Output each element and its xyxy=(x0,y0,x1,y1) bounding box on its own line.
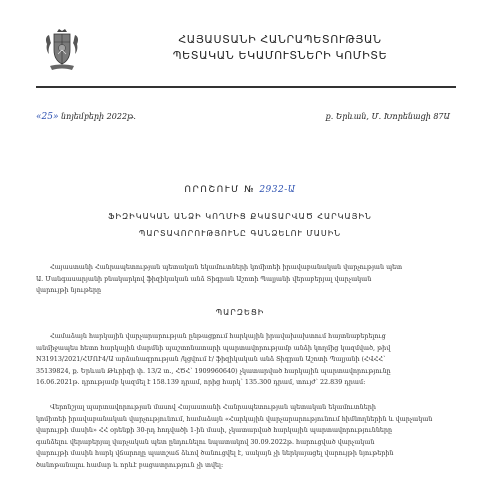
paragraph-line: 35139824, ք. Երևան Թևրիզի փ. 13/2 տ., ՀԾՀ՝ 1909960640) չկատարված հարկային պարտավորությունը xyxy=(36,366,391,375)
preamble-line: Հայաստանի Հանրապետության պետական եկամուտների կոմիտեի իրավաբանական վարչության պետ xyxy=(50,263,403,271)
preamble-line: Ա. Մանգասարյանի բնակարկով ֆիզիկական անձ Տիգրան Աշոտի Պալյանի վերաբերյալ վարչական xyxy=(36,274,372,283)
paragraph-line: գանձելու վերաբերյալ վարչական պետ ընդունելու նպատակով 30.09.2022թ. հարուցված վարչական xyxy=(36,437,375,446)
committee-header xyxy=(110,32,450,64)
order-subject xyxy=(0,208,480,242)
subject-line-2: ՊԱՐՏԱՎՈՐՈՒԹՅՈՒՆԸ ԳԱՆՁԵԼՈՒ ՄԱՍԻՆ xyxy=(138,229,342,238)
date-rest: նոյեմբերի 2022թ. xyxy=(58,112,136,121)
paragraph-1 xyxy=(36,331,446,389)
preamble-line: վարույթի նյութերը xyxy=(36,286,102,295)
subject-line-1: ՖԻԶԻԿԱԿԱՆ ԱՆՁԻ ԿՈՂՄԻՑ ՔԿԱՏԱՐՎԱԾ ՀԱՐԿԱՅԻՆ xyxy=(108,212,372,221)
paragraph-2 xyxy=(36,402,446,472)
order-handwritten-number: 2932-Ա xyxy=(259,185,296,195)
header-line-1: ՀԱՅԱՍՏԱՆԻ ՀԱՆՐԱՊԵՏՈՒԹՅԱՆ xyxy=(178,33,382,46)
document-date xyxy=(36,112,136,122)
order-number xyxy=(0,185,480,195)
paragraph-line: վարույթի մասին հարկ վճարողը պատշաճ ձևով ծանուցվել է, սակայն չի ներկայացել վարույթի նյութերին xyxy=(36,449,394,458)
paragraph-line: N31913/2021/ՀՄՈՒ4/Ա արձանագրության /կցվում է/ ֆիզիկական անձ Տիգրան Աշոտի Պալյանի (ՀՎՀՀ՝ xyxy=(36,355,386,364)
paragraph-line: Համաձայն հարկային վարչարարության ընթացքում հարկային իրավախախտում հայտնաբերելուց xyxy=(50,332,386,340)
coat-of-arms-icon xyxy=(44,28,80,72)
paragraph-line: անմիջապես հետո հարկային մարմնի պաշտոնատարի պարտավորությամբ անձի կողմից կազմված, թիվ xyxy=(36,343,391,352)
order-label: ՈՐՈՇՈՒՄ № xyxy=(184,185,255,195)
header-divider xyxy=(36,86,456,88)
coat-of-arms-emblem xyxy=(44,28,80,72)
date-day: «25» xyxy=(36,112,59,122)
paragraph-line: ծանոթանալու համար և որևէ բացատրություն չի տվել: xyxy=(36,460,224,469)
paragraph-line: 16.06.2021թ. դրությամբ կազմել է 158.139 դրամ, որից հարկ՝ 135.300 դրամ, տույժ՝ 22.839 դրամ: xyxy=(36,378,366,387)
document-address: ք. Երևան, Մ. Խորենացի 87Ա xyxy=(325,112,450,121)
paragraph-line: կոմիտեի իրավաբանական վարչությունում, համաձայն «Հարկային վարչարարությունում հիմնողներին և վարչական xyxy=(36,414,433,423)
header-line-2: ՊԵՏԱԿԱՆ ԵԿԱՄՈՒՏՆԵՐԻ ԿՈՄԻՏԵ xyxy=(172,49,388,62)
decided-heading: ՊԱՐԶԵՑԻ xyxy=(215,308,265,317)
preamble-paragraph xyxy=(36,262,446,297)
paragraph-line: Վերոնշյալ պարտավորության մասով Հայաստանի Հանրապետության պետական եկամուտների xyxy=(50,403,376,411)
paragraph-line: վարույթի մասին» ՀՀ օրենքի 30-րդ հոդվածի 1-ին մասի, չկատարված հարկային պարտավորությունները xyxy=(36,426,393,435)
